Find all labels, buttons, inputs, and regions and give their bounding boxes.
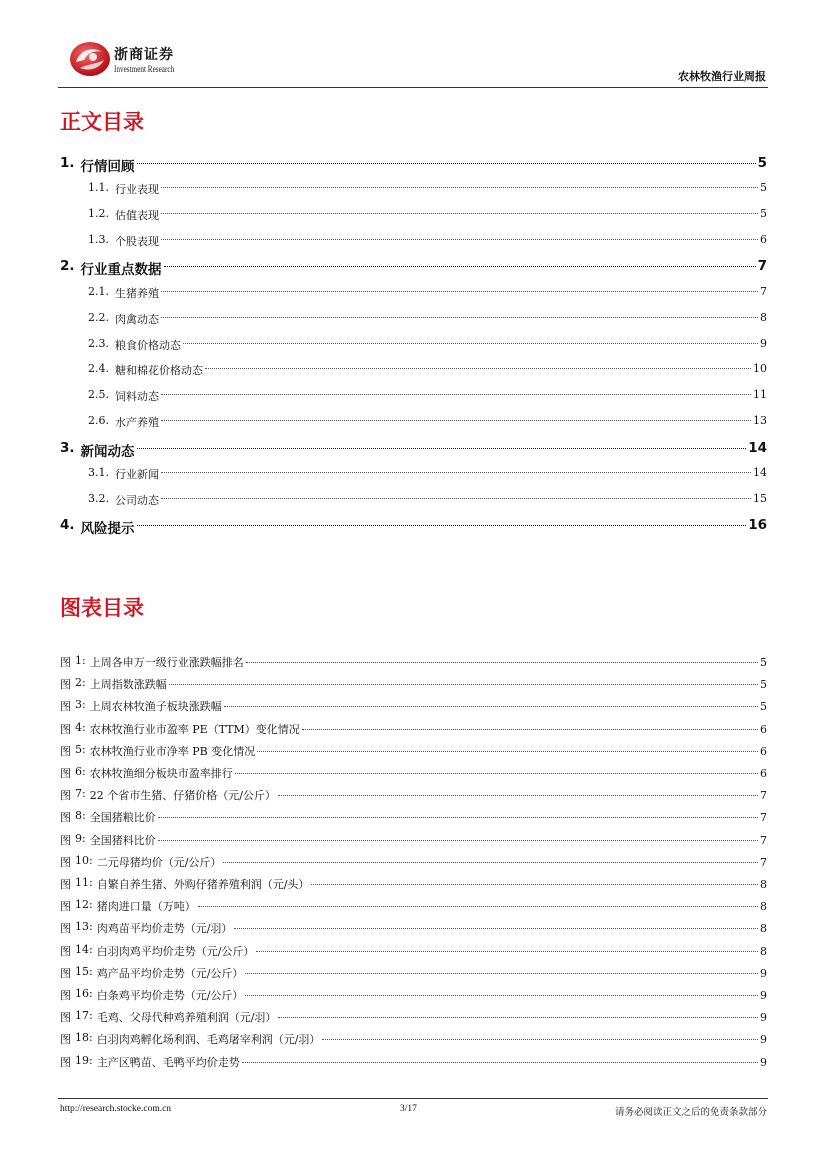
toc-section-entry[interactable] bbox=[0, 414, 827, 430]
toc-entry-label bbox=[88, 181, 159, 197]
figure-page: 5 bbox=[760, 700, 767, 714]
toc-entry-text: 风险提示 bbox=[80, 521, 135, 537]
toc-entry-label bbox=[88, 362, 203, 378]
figure-number: 10: bbox=[75, 853, 93, 867]
figure-entry-label bbox=[60, 987, 243, 1003]
figure-leader-dots bbox=[245, 973, 758, 974]
figure-leader-dots bbox=[246, 662, 758, 663]
header-divider bbox=[58, 87, 768, 88]
figure-title: 全国猪料比价 bbox=[89, 833, 156, 847]
figure-entry-label bbox=[60, 721, 300, 737]
figure-title: 鸡产品平均价走势（元/公斤） bbox=[96, 966, 244, 980]
figure-prefix: 图 bbox=[60, 789, 71, 803]
toc-entry-page: 7 bbox=[760, 285, 767, 298]
figure-entry[interactable] bbox=[0, 765, 827, 781]
figure-number: 3: bbox=[75, 698, 86, 712]
toc-entry-label bbox=[88, 466, 159, 482]
figure-page: 7 bbox=[760, 855, 767, 869]
toc-entry-text: 水产养殖 bbox=[115, 416, 159, 429]
figure-entry-label bbox=[60, 765, 233, 781]
figure-leader-dots bbox=[256, 951, 758, 952]
footer-url[interactable]: http://research.stocke.com.cn bbox=[60, 1104, 172, 1114]
toc-leader-dots bbox=[183, 343, 758, 344]
figure-page: 9 bbox=[760, 1055, 767, 1069]
figure-entry[interactable] bbox=[0, 987, 827, 1003]
figure-title: 上周指数涨跌幅 bbox=[89, 678, 167, 692]
figure-title: 上周农林牧渔子板块涨跌幅 bbox=[89, 700, 222, 714]
toc-entry-text: 行业表现 bbox=[115, 183, 159, 196]
toc-entry-label bbox=[88, 337, 181, 353]
toc-leader-dots bbox=[205, 368, 751, 369]
toc-entry-number: 2. bbox=[60, 258, 75, 274]
figure-title: 猪肉进口量（万吨） bbox=[96, 900, 196, 914]
figure-entry-label bbox=[60, 1054, 240, 1070]
figure-page: 6 bbox=[760, 744, 767, 758]
toc-entry-page: 14 bbox=[748, 440, 767, 456]
toc-entry-text: 新闻动态 bbox=[80, 444, 135, 460]
figure-page: 5 bbox=[760, 656, 767, 669]
toc-entry-page: 8 bbox=[760, 311, 767, 324]
figure-entry-label bbox=[60, 876, 309, 892]
toc-chapter-entry[interactable] bbox=[0, 258, 827, 278]
toc-section-entry[interactable] bbox=[0, 362, 827, 378]
figure-number: 6: bbox=[75, 765, 86, 778]
toc-leader-dots bbox=[161, 291, 758, 292]
toc-entry-page: 14 bbox=[753, 466, 767, 479]
figure-number: 15: bbox=[75, 964, 93, 978]
figure-title: 自繁自养生猪、外购仔猪养殖利润（元/头） bbox=[96, 878, 310, 891]
figure-number: 16: bbox=[75, 987, 93, 1000]
toc-entry-number: 3.1. bbox=[88, 466, 109, 479]
toc-entry-label bbox=[88, 492, 159, 508]
toc-entry-page: 6 bbox=[760, 233, 767, 246]
toc-entry-number: 4. bbox=[60, 517, 75, 533]
toc-entry-text: 粮食价格动态 bbox=[115, 339, 181, 352]
figure-page: 9 bbox=[760, 1011, 767, 1025]
figure-title: 农林牧渔行业市盈率 PE（TTM）变化情况 bbox=[89, 722, 300, 736]
company-logo-icon bbox=[66, 38, 112, 78]
figure-prefix: 图 bbox=[60, 1033, 71, 1047]
toc-entry-text: 糖和棉花价格动态 bbox=[115, 364, 203, 377]
toc-entry-page: 15 bbox=[753, 492, 767, 505]
figure-entry[interactable] bbox=[0, 654, 827, 670]
figure-prefix: 图 bbox=[60, 678, 71, 692]
toc-leader-dots bbox=[137, 163, 756, 164]
toc-entry-label bbox=[88, 388, 159, 404]
toc-chapter-entry[interactable] bbox=[0, 440, 827, 460]
toc-entry-label bbox=[60, 155, 135, 175]
figure-page: 6 bbox=[760, 767, 767, 780]
figure-page: 8 bbox=[760, 900, 767, 914]
toc-leader-dots bbox=[161, 239, 758, 240]
figure-leader-dots bbox=[278, 1017, 758, 1018]
figure-entry[interactable] bbox=[0, 787, 827, 803]
figure-entry-label bbox=[60, 1031, 320, 1047]
figure-leader-dots bbox=[169, 684, 758, 685]
figure-prefix: 图 bbox=[60, 744, 71, 758]
figures-title: 图表目录 bbox=[60, 596, 144, 620]
toc-section-entry[interactable] bbox=[0, 233, 827, 249]
figure-entry-label bbox=[60, 854, 221, 870]
figure-entry[interactable] bbox=[0, 943, 827, 959]
figure-leader-dots bbox=[311, 884, 758, 885]
figure-entry-label bbox=[60, 698, 222, 714]
figure-page: 7 bbox=[760, 789, 767, 803]
toc-entry-page: 10 bbox=[753, 362, 767, 375]
toc-section-entry[interactable] bbox=[0, 207, 827, 223]
toc-section-entry[interactable] bbox=[0, 492, 827, 508]
figure-entry[interactable] bbox=[0, 920, 827, 936]
figure-prefix: 图 bbox=[60, 922, 71, 936]
figure-entry-label bbox=[60, 743, 255, 759]
figure-page: 6 bbox=[760, 722, 767, 736]
figure-number: 9: bbox=[75, 831, 86, 845]
figure-number: 5: bbox=[75, 742, 86, 756]
figure-entry-label bbox=[60, 943, 254, 959]
toc-entry-number: 2.4. bbox=[88, 362, 109, 375]
toc-leader-dots bbox=[161, 187, 758, 188]
figure-entry[interactable] bbox=[0, 809, 827, 825]
brand-name-en: Investment Research bbox=[114, 64, 175, 74]
figure-leader-dots bbox=[235, 773, 758, 774]
figure-entry-label bbox=[60, 920, 232, 936]
toc-section-entry[interactable] bbox=[0, 285, 827, 301]
figure-prefix: 图 bbox=[60, 767, 71, 780]
figure-number: 1: bbox=[75, 654, 86, 667]
figure-entry[interactable] bbox=[0, 698, 827, 714]
toc-entry-label bbox=[60, 258, 162, 278]
toc-title: 正文目录 bbox=[60, 110, 144, 134]
figure-entry[interactable] bbox=[0, 1031, 827, 1047]
toc-entry-number: 1.2. bbox=[88, 207, 109, 220]
toc-entry-label bbox=[88, 207, 159, 223]
figure-prefix: 图 bbox=[60, 833, 71, 847]
footer-disclaimer: 请务必阅读正文之后的免责条款部分 bbox=[614, 1107, 767, 1118]
figure-title: 白条鸡平均价走势（元/公斤） bbox=[96, 989, 244, 1002]
figure-leader-dots bbox=[158, 817, 758, 818]
footer-divider bbox=[58, 1098, 768, 1099]
figure-number: 17: bbox=[75, 1009, 93, 1023]
toc-entry-page: 7 bbox=[757, 258, 767, 274]
figure-entry-label bbox=[60, 1009, 276, 1025]
figure-entry-label bbox=[60, 654, 244, 670]
toc-entry-text: 行情回顾 bbox=[80, 159, 135, 175]
figure-prefix: 图 bbox=[60, 1055, 71, 1069]
figure-entry[interactable] bbox=[0, 676, 827, 692]
figure-number: 14: bbox=[75, 942, 93, 956]
toc-entry-page: 16 bbox=[748, 517, 767, 533]
page-number: 3/17 bbox=[400, 1104, 417, 1114]
toc-leader-dots bbox=[161, 213, 758, 214]
figure-entry[interactable] bbox=[0, 721, 827, 737]
figure-leader-dots bbox=[245, 995, 758, 996]
toc-entry-label bbox=[60, 517, 135, 537]
toc-leader-dots bbox=[164, 266, 756, 267]
figure-prefix: 图 bbox=[60, 656, 71, 669]
figure-title: 二元母猪均价（元/公斤） bbox=[96, 855, 222, 869]
figure-page: 9 bbox=[760, 966, 767, 980]
figure-entry[interactable] bbox=[0, 854, 827, 870]
toc-section-entry[interactable] bbox=[0, 181, 827, 197]
figure-prefix: 图 bbox=[60, 722, 71, 736]
toc-entry-text: 行业新闻 bbox=[115, 468, 159, 481]
page-header bbox=[58, 38, 768, 88]
figure-prefix: 图 bbox=[60, 944, 71, 958]
figure-prefix: 图 bbox=[60, 878, 71, 891]
figure-leader-dots bbox=[242, 1062, 758, 1063]
toc-entry-page: 11 bbox=[753, 388, 767, 401]
figure-leader-dots bbox=[224, 706, 758, 707]
figure-entry-label bbox=[60, 809, 156, 825]
figure-page: 8 bbox=[760, 878, 767, 891]
toc-entry-label bbox=[60, 440, 135, 460]
toc-entry-page: 9 bbox=[760, 337, 767, 350]
toc-entry-label bbox=[88, 233, 159, 249]
figure-entry-label bbox=[60, 965, 243, 981]
figure-number: 11: bbox=[75, 876, 93, 889]
toc-entry-number: 2.5. bbox=[88, 388, 109, 401]
figure-page: 7 bbox=[760, 811, 767, 825]
figure-page: 8 bbox=[760, 922, 767, 936]
figure-number: 4: bbox=[75, 720, 86, 734]
figure-prefix: 图 bbox=[60, 989, 71, 1002]
figure-prefix: 图 bbox=[60, 900, 71, 914]
toc-entry-number: 2.6. bbox=[88, 414, 109, 427]
figure-title: 毛鸡、父母代种鸡养殖利润（元/羽） bbox=[96, 1011, 277, 1025]
toc-leader-dots bbox=[161, 420, 751, 421]
toc-entry-number: 2.1. bbox=[88, 285, 109, 298]
figure-number: 7: bbox=[75, 787, 86, 801]
figure-entry-label bbox=[60, 832, 156, 848]
figure-number: 8: bbox=[75, 809, 86, 823]
figure-leader-dots bbox=[302, 729, 758, 730]
figure-number: 13: bbox=[75, 920, 93, 934]
toc-leader-dots bbox=[161, 498, 751, 499]
toc-section-entry[interactable] bbox=[0, 466, 827, 482]
report-type: 农林牧渔行业周报 bbox=[678, 70, 766, 83]
figure-number: 2: bbox=[75, 676, 86, 690]
figure-prefix: 图 bbox=[60, 700, 71, 714]
toc-entry-label bbox=[88, 285, 159, 301]
figure-entry[interactable] bbox=[0, 1009, 827, 1025]
toc-entry-label bbox=[88, 414, 159, 430]
figure-leader-dots bbox=[322, 1039, 758, 1040]
figure-number: 19: bbox=[75, 1053, 93, 1067]
toc-entry-text: 饲料动态 bbox=[115, 390, 159, 403]
figure-leader-dots bbox=[278, 795, 758, 796]
toc-entry-label bbox=[88, 311, 159, 327]
figure-entry-label bbox=[60, 898, 196, 914]
toc-entry-page: 5 bbox=[760, 181, 767, 194]
figure-leader-dots bbox=[158, 840, 758, 841]
figure-title: 主产区鸭苗、毛鸭平均价走势 bbox=[96, 1055, 240, 1069]
toc-section-entry[interactable] bbox=[0, 311, 827, 327]
figure-page: 9 bbox=[760, 1033, 767, 1047]
toc-entry-text: 行业重点数据 bbox=[80, 262, 162, 278]
figure-leader-dots bbox=[223, 862, 758, 863]
figure-entry[interactable] bbox=[0, 832, 827, 848]
toc-entry-number: 1. bbox=[60, 155, 75, 171]
toc-entry-number: 2.3. bbox=[88, 337, 109, 350]
figure-leader-dots bbox=[234, 928, 758, 929]
toc-chapter-entry[interactable] bbox=[0, 155, 827, 175]
figure-entry[interactable] bbox=[0, 743, 827, 759]
figure-entry[interactable] bbox=[0, 876, 827, 892]
figure-prefix: 图 bbox=[60, 966, 71, 980]
figure-entry-label bbox=[60, 676, 167, 692]
figure-entry[interactable] bbox=[0, 1054, 827, 1070]
figure-page: 7 bbox=[760, 833, 767, 847]
figure-number: 18: bbox=[75, 1031, 93, 1045]
figure-title: 全国猪粮比价 bbox=[89, 811, 156, 825]
figure-leader-dots bbox=[257, 751, 758, 752]
figure-page: 9 bbox=[760, 989, 767, 1002]
figure-title: 白羽肉鸡平均价走势（元/公斤） bbox=[96, 944, 255, 958]
toc-leader-dots bbox=[161, 394, 751, 395]
figure-title: 农林牧渔细分板块市盈率排行 bbox=[89, 767, 233, 780]
toc-leader-dots bbox=[137, 448, 747, 449]
figure-page: 5 bbox=[760, 678, 767, 692]
figure-entry[interactable] bbox=[0, 898, 827, 914]
figure-prefix: 图 bbox=[60, 1011, 71, 1025]
toc-entry-number: 3.2. bbox=[88, 492, 109, 505]
figure-title: 上周各申万一级行业涨跌幅排名 bbox=[89, 656, 244, 669]
figure-title: 白羽肉鸡孵化场利润、毛鸡屠宰利润（元/羽） bbox=[96, 1033, 321, 1047]
brand-name-cn: 浙商证券 bbox=[114, 47, 174, 63]
toc-entry-text: 肉禽动态 bbox=[115, 313, 159, 326]
figure-title: 肉鸡苗平均价走势（元/羽） bbox=[96, 922, 233, 936]
figure-entry[interactable] bbox=[0, 965, 827, 981]
figure-prefix: 图 bbox=[60, 811, 71, 825]
toc-leader-dots bbox=[161, 317, 758, 318]
toc-entry-page: 13 bbox=[753, 414, 767, 427]
figure-title: 农林牧渔行业市净率 PB 变化情况 bbox=[89, 744, 256, 758]
figure-entry-label bbox=[60, 787, 276, 803]
figure-number: 12: bbox=[75, 898, 93, 912]
toc-entry-page: 5 bbox=[760, 207, 767, 220]
toc-entry-number: 1.3. bbox=[88, 233, 109, 246]
toc-leader-dots bbox=[161, 472, 751, 473]
figure-leader-dots bbox=[198, 906, 758, 907]
figure-title: 22 个省市生猪、仔猪价格（元/公斤） bbox=[89, 789, 276, 803]
figure-prefix: 图 bbox=[60, 855, 71, 869]
toc-entry-page: 5 bbox=[757, 155, 767, 171]
toc-leader-dots bbox=[137, 525, 747, 526]
toc-entry-number: 1.1. bbox=[88, 181, 109, 194]
toc-entry-text: 估值表现 bbox=[115, 209, 159, 222]
toc-entry-text: 生猪养殖 bbox=[115, 287, 159, 300]
toc-entry-number: 2.2. bbox=[88, 311, 109, 324]
figure-page: 8 bbox=[760, 944, 767, 958]
toc-entry-text: 个股表现 bbox=[115, 235, 159, 248]
toc-entry-number: 3. bbox=[60, 440, 75, 456]
toc-entry-text: 公司动态 bbox=[115, 494, 159, 507]
toc-chapter-entry[interactable] bbox=[0, 517, 827, 537]
toc-section-entry[interactable] bbox=[0, 388, 827, 404]
toc-section-entry[interactable] bbox=[0, 337, 827, 353]
